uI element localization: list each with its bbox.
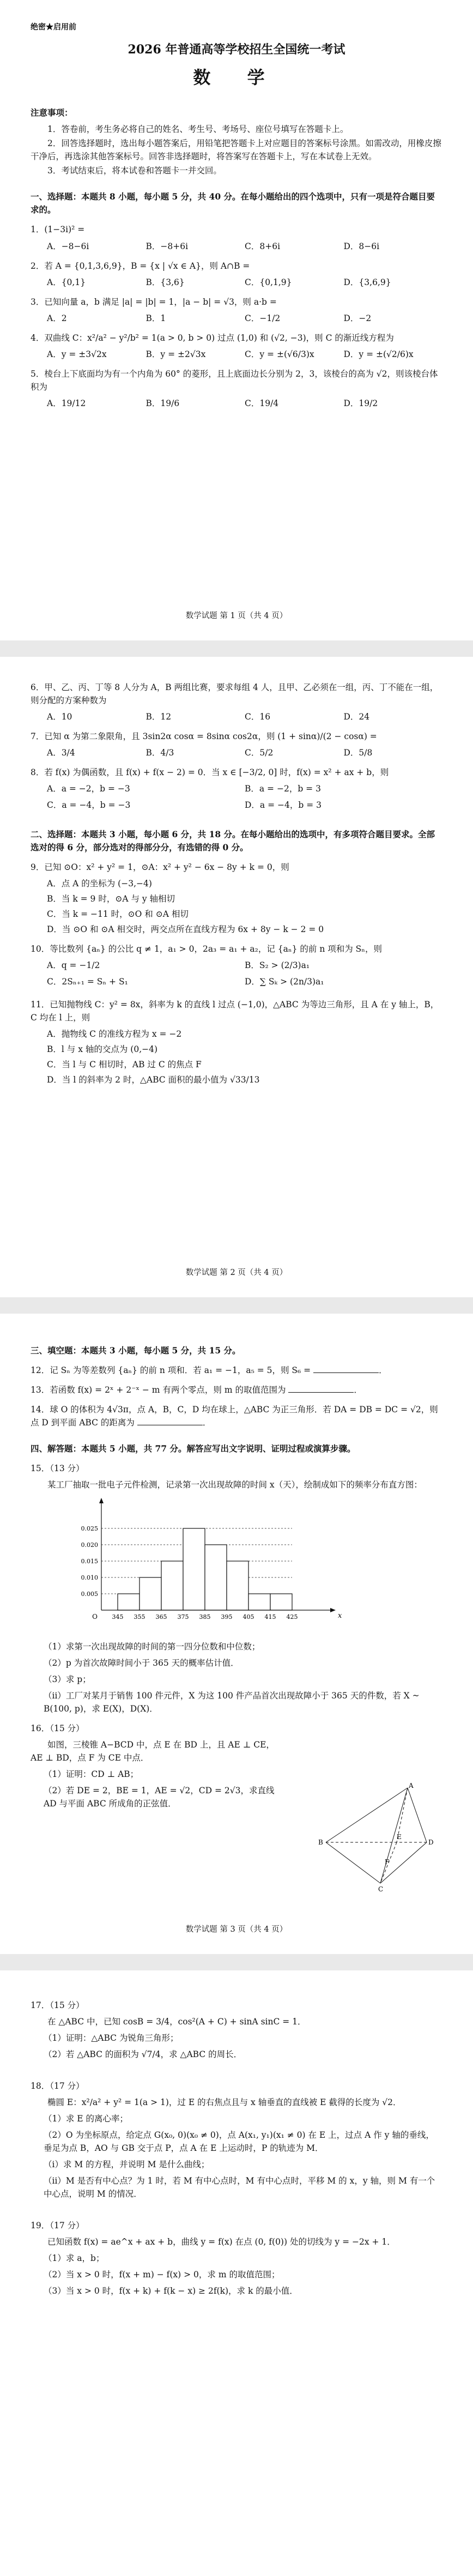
option-b: B．l 与 x 轴的交点为 (0,−4) [47, 1044, 158, 1055]
section-3-heading: 三、填空题：本题共 3 小题，每小题 5 分，共 15 分。 [31, 1345, 241, 1356]
question-16-stem: 如图，三棱锥 A−BCD 中，点 E 在 BD 上，且 AE ⊥ CE，AE ⊥ BD，点 F 为 CE 中点． [31, 1740, 275, 1763]
option-b: B．{3,6} [145, 277, 185, 287]
option-d: D．a = −4，b = 3 [245, 800, 322, 811]
question-10: 10．等比数列 {aₙ} 的公比 q ≠ 1，a₁ > 0，2a₃ = a₁ + a₂，记 {aₙ} 的前 n 项和为 Sₙ，则 [31, 944, 382, 954]
histogram-bar [161, 1561, 183, 1610]
x-axis-arrow [330, 1608, 336, 1612]
x-tick-label: 405 [242, 1613, 254, 1621]
question-18-part-2-ii: （ⅱ）M 是否有中心点？为 1 时，若 M 有中心点时，M 有中心点时，平移 M 的 x，y 轴，则 M 有一个中心点，说明 M 的情况． [44, 2176, 435, 2199]
option-c: C．19/4 [245, 398, 279, 408]
y-tick-label: 0.025 [81, 1525, 98, 1533]
histogram-bar [205, 1545, 227, 1610]
edge-ad [408, 1788, 427, 1842]
y-tick-label: 0.010 [81, 1574, 98, 1582]
option-a: A．a = −2，b = −3 [47, 784, 130, 794]
option-c: C．当 k = −11 时，⊙O 和 ⊙A 相切 [47, 909, 189, 920]
histogram-bars [118, 1528, 292, 1610]
option-a: A．点 A 的坐标为 (−3,−4) [47, 879, 152, 889]
secret-label: 绝密★启用前 [31, 23, 76, 32]
question-5-options [47, 397, 442, 410]
question-2-options [47, 276, 442, 289]
label-e: E [397, 1833, 402, 1841]
option-d: D．y = ±(√2/6)x [343, 349, 414, 359]
label-f: F [385, 1858, 390, 1866]
option-d: D．当 ⊙O 和 ⊙A 相交时，两交点所在直线方程为 6x + 8y − k − 2 = 0 [47, 924, 324, 935]
question-18-stem: 椭圆 E：x²/a² + y² = 1(a > 1)，过 E 的右焦点且与 x 轴垂直的直线被 E 截得的长度为 √2． [47, 2097, 402, 2108]
question-16-head: 16．（15 分） [31, 1724, 84, 1734]
exam-title: 2026 年普通高等学校招生全国统一考试 [128, 42, 345, 57]
option-b: B．S₂ > (2/3)a₁ [245, 960, 310, 971]
option-b: B．12 [145, 712, 172, 722]
y-tick-labels [81, 1525, 99, 1598]
page-2 [0, 657, 473, 1297]
question-15-stem: 某工厂抽取一批电子元件检测，记录第一次出现故障的时间 x（天），绘制成如下的频率分布直方图： [47, 1480, 422, 1490]
option-d: D．8−6i [343, 241, 380, 251]
x-tick-label: 355 [134, 1613, 145, 1621]
option-b: B．当 k = 9 时，⊙A 与 y 轴相切 [47, 894, 175, 904]
y-tick-label: 0.015 [81, 1558, 98, 1565]
question-8: 8．若 f(x) 为偶函数，且 f(x) + f(x − 2) = 0．当 x ∈ [−3/2, 0] 时，f(x) = x² + ax + b，则 [31, 767, 389, 778]
question-8-options [47, 782, 442, 815]
question-16-part-2: （2）若 DE = 2，BE = 1，AE = √2，CD = 2√3，求直线 AD 与平面 ABC 所成角的正弦值． [44, 1786, 275, 1809]
option-a: A．19/12 [47, 398, 86, 408]
question-15-part-1: （1）求第一次出现故障的时间的第一四分位数和中位数； [44, 1642, 260, 1652]
question-10-options [47, 959, 442, 991]
edge-bc [326, 1842, 380, 1883]
question-15-part-2: （2）p 为首次故障时间小于 365 天的概率估计值． [44, 1658, 239, 1668]
option-d: D．−2 [343, 313, 372, 323]
label-d: D [428, 1839, 434, 1846]
question-13-text: 13．若函数 f(x) = 2ˣ + 2⁻ˣ − m 有两个零点，则 m 的取值范围为 [31, 1385, 286, 1395]
option-c: C．a = −4，b = −3 [47, 800, 131, 811]
option-b: B．4/3 [145, 748, 174, 758]
option-c: C．{0,1,9} [245, 277, 292, 287]
option-a: A．2 [47, 313, 67, 323]
option-c: C．当 l 与 C 相切时，AB 过 C 的焦点 F [47, 1060, 202, 1070]
note-item: 2．回答选择题时，选出每小题答案后，用铅笔把答题卡上对应题目的答案标号涂黑。如需改动，用橡皮擦干净后，再选涂其他答案标号。回答非选择题时，将答案写在答题卡上，写在本试卷上无效。 [31, 138, 441, 162]
question-1: 1．(1−3i)² = [31, 225, 85, 235]
label-b: B [318, 1839, 323, 1846]
label-a: A [409, 1782, 414, 1789]
option-b: B．y = ±2√3x [145, 349, 206, 359]
option-d: D．{3,6,9} [343, 277, 391, 287]
question-16-part-1: （1）证明：CD ⊥ AB； [44, 1769, 139, 1780]
edge-ac [380, 1788, 408, 1883]
page-1 [0, 0, 473, 640]
question-18-part-1: （1）求 E 的离心率； [44, 2114, 129, 2124]
question-1-options [47, 240, 442, 253]
question-3: 3．已知向量 a，b 满足 |a| = |b| = 1，|a − b| = √3，则 a·b = [31, 297, 277, 307]
question-19-part-1: （1）求 a，b； [44, 2253, 105, 2264]
note-item: 3．考试结束后，将本试卷和答题卡一并交回。 [47, 166, 222, 176]
histogram-bar [270, 1594, 292, 1610]
option-a: A．{0,1} [47, 277, 86, 287]
histogram-svg [63, 1496, 347, 1632]
option-d: D．当 l 的斜率为 2 时，△ABC 面积的最小值为 √33/13 [47, 1075, 260, 1085]
option-b: B．19/6 [145, 398, 180, 408]
section-4-heading: 四、解答题：本题共 5 小题，共 77 分。解答应写出文字说明、证明过程或演算步骤。 [31, 1443, 356, 1454]
option-a: A．10 [47, 712, 72, 722]
answer-blank [313, 1372, 379, 1373]
page-footer: 数学试题 第 1 页（共 4 页） [185, 611, 288, 620]
page-4 [0, 1970, 473, 2576]
y-axis-arrow [99, 1498, 104, 1503]
x-tick-label: 345 [112, 1613, 124, 1621]
question-18-part-2-i: （ⅰ）求 M 的方程，并说明 M 是什么曲线； [44, 2160, 210, 2170]
question-19-stem: 已知函数 f(x) = ae^x + ax + b，曲线 y = f(x) 在点 (0, f(0)) 处的切线为 y = −2x + 1． [47, 2237, 396, 2247]
label-c: C [378, 1885, 384, 1891]
question-15-part-2-ii: （ⅱ）工厂对某月于销售 100 件元件，X 为这 100 件产品首次出现故障小于 365 天的件数，若 X ~ B(100, p)，求 E(X)，D(X)． [44, 1691, 420, 1714]
histogram [63, 1496, 442, 1636]
question-17-part-1: （1）证明：△ABC 为锐角三角形； [44, 2033, 179, 2043]
question-14-text: 14．球 O 的体积为 4√3π，点 A，B，C，D 均在球上，△ABC 为正三角形．若 DA = DB = DC = √2，则点 D 到平面 ABC 的距离为 [31, 1405, 438, 1428]
section-1-heading: 一、选择题：本题共 8 小题，每小题 5 分，共 40 分。在每小题给出的四个选项中，只有一项是符合题目要求的。 [31, 191, 435, 215]
question-17-head: 17．（15 分） [31, 2000, 84, 2010]
question-4: 4．双曲线 C：x²/a² − y²/b² = 1(a > 0, b > 0) 过点 (1,0) 和 (√2, −3)，则 C 的渐近线方程为 [31, 332, 394, 343]
option-d: D．24 [343, 712, 370, 722]
question-6-options [47, 710, 442, 723]
option-a: A．y = ±3√2x [47, 349, 107, 359]
question-14: 14．球 O 的体积为 4√3π，点 A，B，C，D 均在球上，△ABC 为正三角形．若 DA = DB = DC = √2，则点 D 到平面 ABC 的距离为 ． [31, 1405, 438, 1428]
question-19-head: 19．（17 分） [31, 2221, 84, 2231]
histogram-bar [118, 1594, 140, 1610]
question-6: 6．甲、乙、丙、丁等 8 人分为 A，B 两组比赛，要求每组 4 人，且甲、乙必须在一组，丙、丁不能在一组，则分配的方案种数为 [31, 682, 439, 706]
option-c: C．2Sₙ₊₁ = Sₙ + S₁ [47, 977, 128, 987]
question-13: 13．若函数 f(x) = 2ˣ + 2⁻ˣ − m 有两个零点，则 m 的取值范围为 ． [31, 1385, 362, 1395]
question-11: 11．已知抛物线 C：y² = 8x，斜率为 k 的直线 l 过点 (−1,0)，△ABC 为等边三角形，且 A 在 y 轴上，B，C 均在 l 上，则 [31, 1000, 439, 1023]
answer-blank [288, 1392, 354, 1393]
x-tick-label: 385 [199, 1613, 211, 1621]
question-5: 5．棱台上下底面均为有一个内角为 60° 的菱形，且上底面边长分别为 2，3，该棱台的高为 √2，则该棱台体积为 [31, 368, 438, 392]
option-c: C．16 [245, 712, 271, 722]
section-2-heading: 二、选择题：本题共 3 小题，每小题 6 分，共 18 分。在每小题给出的选项中，有多项符合题目要求。全部选对的得 6 分，部分选对的得部分分，有选错的得 0 分。 [31, 829, 435, 853]
option-c: C．−1/2 [245, 313, 281, 323]
question-4-options [47, 348, 442, 361]
page-3 [0, 1314, 473, 1954]
y-tick-label: 0.005 [81, 1591, 98, 1598]
x-tick-label: 365 [155, 1613, 167, 1621]
question-18-part-2: （2）O 为坐标原点，给定点 G(x₀, 0)(x₀ ≠ 0)，点 A(x₁, y₁)(x₁ ≠ 0) 在 E 上，过点 A 作 y 轴的垂线，垂足为点 B，AO 与 GB 交于点 P，点 A 在 E 上运动时，P 的轨迹为 M． [44, 2130, 434, 2154]
option-a: A．−8−6i [47, 241, 89, 251]
question-18-head: 18．（17 分） [31, 2081, 84, 2091]
option-c: C．8+6i [245, 241, 281, 251]
option-d: D．∑ Sₖ > (2n/3)a₁ [245, 977, 324, 987]
histogram-bar [248, 1594, 270, 1610]
subject-title: 数 学 [193, 66, 280, 88]
page-footer: 数学试题 第 2 页（共 4 页） [185, 1268, 288, 1277]
question-15-head: 15．（13 分） [31, 1464, 84, 1474]
option-d: D．19/2 [343, 398, 378, 408]
question-7-options [47, 746, 442, 759]
option-a: A．抛物线 C 的准线方程为 x = −2 [47, 1029, 182, 1039]
question-15-part-2-i: （3）求 p； [44, 1674, 91, 1685]
question-12: 12．记 Sₙ 为等差数列 {aₙ} 的前 n 项和．若 a₁ = −1，a₅ = 5，则 S₆ = ． [31, 1365, 387, 1376]
option-c: C．y = ±(√6/3)x [245, 349, 314, 359]
question-9: 9．已知 ⊙O：x² + y² = 1，⊙A：x² + y² − 6x − 8y + k = 0，则 [31, 862, 289, 873]
question-7: 7．已知 α 为第二象限角，且 3sin2α cosα = 8sinα cos2α，则 (1 + sinα)/(2 − cosα) = [31, 731, 377, 742]
x-tick-labels [112, 1613, 298, 1620]
histogram-bar [140, 1577, 161, 1610]
option-d: D．5/8 [343, 748, 373, 758]
histogram-bar [183, 1528, 205, 1610]
question-3-options [47, 312, 442, 325]
question-12-text: 12．记 Sₙ 为等差数列 {aₙ} 的前 n 项和．若 a₁ = −1，a₅ = 5，则 S₆ = [31, 1365, 311, 1376]
question-2: 2．若 A = {0,1,3,6,9}，B = {x | √x ∈ A}，则 A∩B = [31, 261, 250, 271]
option-a: A．3/4 [47, 748, 75, 758]
question-17-stem: 在 △ABC 中，已知 cosB = 3/4，cos²(A + C) + sinA sinC = 1． [47, 2017, 306, 2027]
x-axis-label: x [338, 1612, 342, 1620]
page-footer: 数学试题 第 3 页（共 4 页） [185, 1925, 288, 1934]
question-16-body [31, 1738, 287, 1810]
notes-heading: 注意事项： [31, 107, 73, 118]
question-17-part-2: （2）若 △ABC 的面积为 √7/4，求 △ABC 的周长． [44, 2049, 242, 2060]
note-item: 1．答卷前，考生务必将自己的姓名、考生号、考场号、座位号填写在答题卡上。 [47, 124, 349, 135]
option-b: B．1 [145, 313, 166, 323]
question-19-part-3: （3）当 x > 0 时，f(x + k) + f(k − x) ≥ 2f(k)，求 k 的最小值． [44, 2286, 298, 2296]
option-c: C．5/2 [245, 748, 274, 758]
origin-label: O [92, 1613, 98, 1621]
tetrahedron-figure [315, 1782, 435, 1891]
y-tick-label: 0.020 [81, 1541, 98, 1549]
option-a: A．q = −1/2 [47, 960, 100, 971]
option-b: B．−8+6i [145, 241, 189, 251]
option-b: B．a = −2，b = 3 [245, 784, 321, 794]
x-tick-label: 395 [221, 1613, 233, 1621]
x-tick-label: 425 [286, 1613, 298, 1621]
edge-ab [326, 1788, 408, 1842]
histogram-bar [227, 1561, 248, 1610]
question-19-part-2: （2）当 x > 0 时，f(x + m) − f(x) > 0，求 m 的取值范围； [44, 2270, 280, 2280]
x-tick-label: 375 [177, 1613, 189, 1621]
x-tick-label: 415 [264, 1613, 276, 1621]
